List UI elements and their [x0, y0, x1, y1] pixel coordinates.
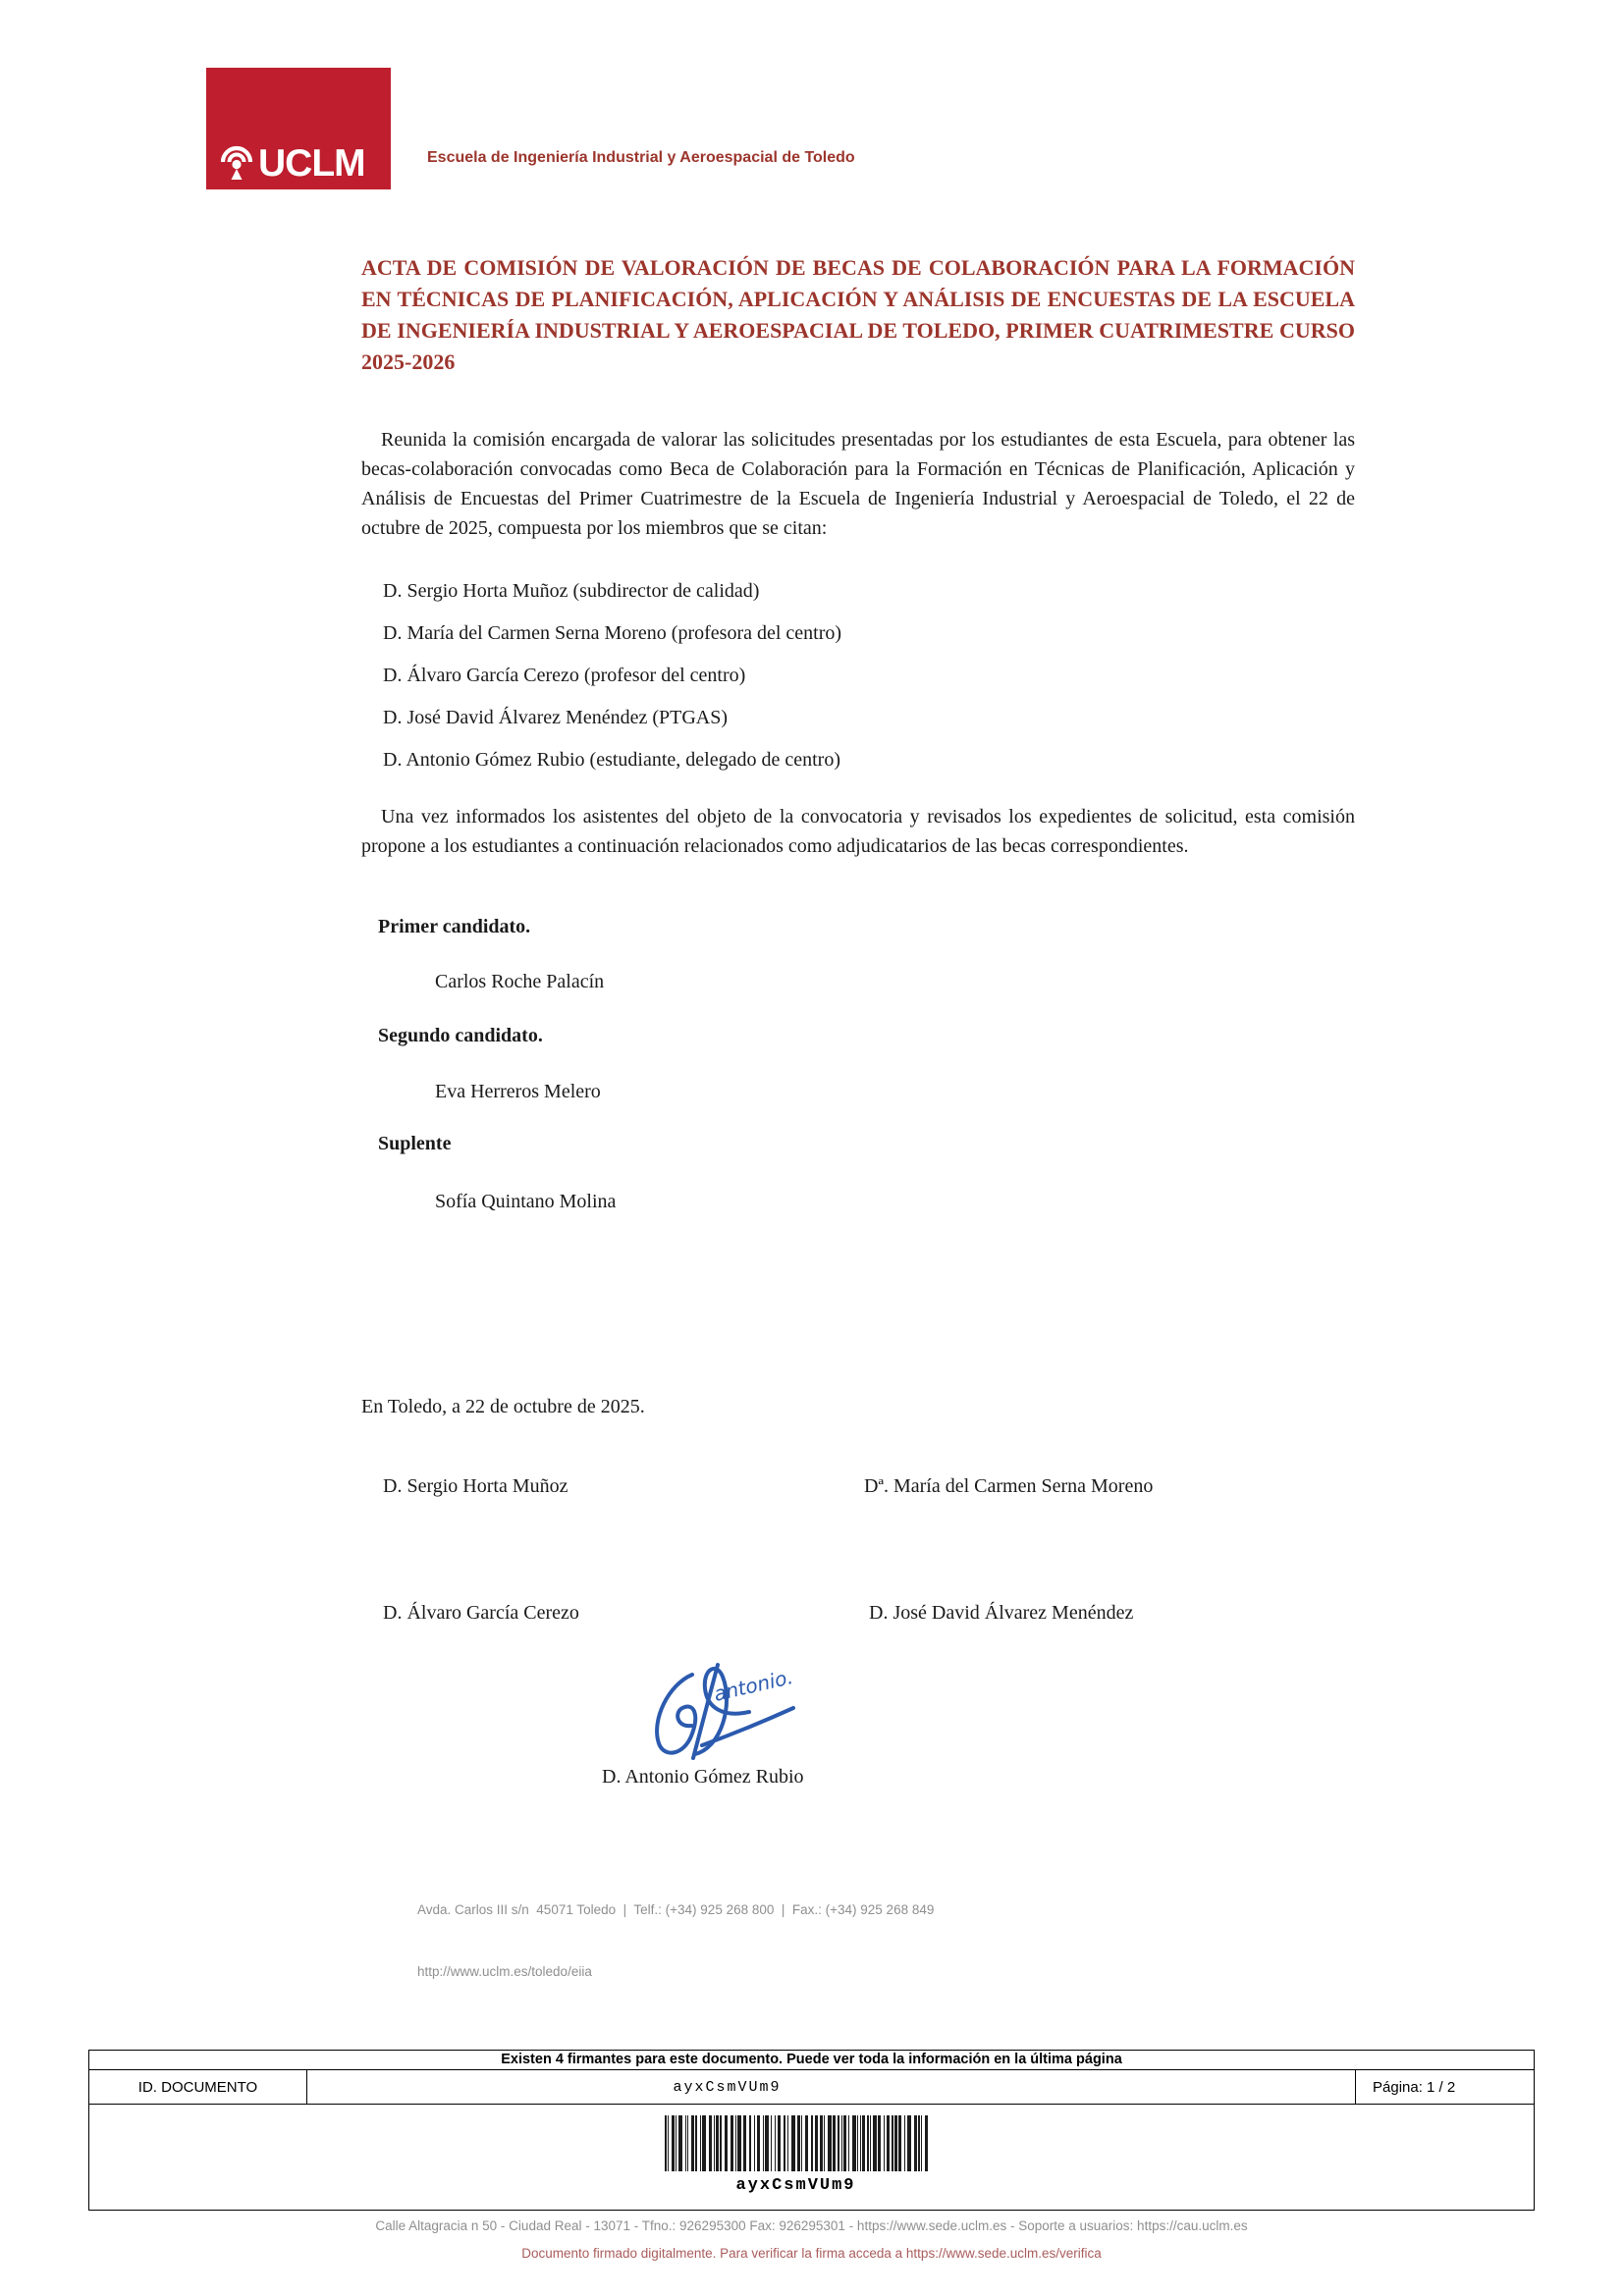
barcode-row: [89, 2105, 1534, 2210]
committee-member: D. Sergio Horta Muñoz (subdirector de calidad): [383, 580, 760, 602]
signers-notice: Existen 4 firmantes para este documento. Puede ver toda la información en la última página: [89, 2051, 1534, 2070]
uclm-logo: [206, 68, 391, 189]
document-id-row: [89, 2070, 1534, 2105]
address-block: [417, 1858, 934, 2023]
date-line: En Toledo, a 22 de octubre de 2025.: [361, 1396, 645, 1417]
intro-paragraph: Reunida la comisión encargada de valorar las solicitudes presentadas por los estudiantes de esta Escuela, para obtener las becas-colaboración convocadas como Beca de Colaboración para la Formación en Técnicas de Planificación, Aplicación y Análisis de Encuestas del Primer Cuatrimestre de la Escuela de Ingeniería Industrial y Aeroespacial de Toledo, el 22 de octubre de 2025, compuesta por los miembros que se citan:: [361, 429, 1355, 539]
signature-info-box: [88, 2050, 1535, 2211]
address-line2: http://www.uclm.es/toledo/eiia: [417, 1964, 592, 1979]
signatory-name: D. Sergio Horta Muñoz: [383, 1475, 568, 1497]
committee-member: D. José David Álvarez Menéndez (PTGAS): [383, 707, 729, 728]
address-line1: Avda. Carlos III s/n 45071 Toledo | Telf.: (+34) 925 268 800 | Fax.: (+34) 925 268 849: [417, 1902, 935, 1917]
document-title: ACTA DE COMISIÓN DE VALORACIÓN DE BECAS DE COLABORACIÓN PARA LA FORMACIÓN EN TÉCNICAS DE PLANIFICACIÓN, APLICACIÓN Y ANÁLISIS DE ENCUESTAS DE LA ESCUELA DE INGENIERÍA INDUSTRIAL Y AEROESPACIAL DE TOLEDO, PRIMER CUATRIMESTRE CURSO 2025-2026: [361, 255, 1355, 374]
id-document-label: ID. DOCUMENTO: [89, 2070, 307, 2104]
candidate-section-label: Suplente: [378, 1133, 452, 1154]
signatory-name: D. Álvaro García Cerezo: [383, 1602, 579, 1624]
committee-members-list: [383, 581, 1306, 792]
barcode-caption: ayxCsmVUm9: [735, 2176, 856, 2195]
footer-address-line: Calle Altagracia n 50 - Ciudad Real - 13071 - Tfno.: 926295300 Fax: 926295301 - https://www.sede.uclm.es - Soporte a usuarios: https://cau.uclm.es: [375, 2218, 1248, 2233]
candidate-name: Eva Herreros Melero: [435, 1081, 601, 1102]
barcode: [665, 2115, 928, 2171]
proposal-paragraph: Una vez informados los asistentes del objeto de la convocatoria y revisados los expedientes de solicitud, esta comisión propone a los estudiantes a continuación relacionados como adjudicatarios de las becas correspondientes.: [361, 806, 1355, 857]
signatory-name: D. José David Álvarez Menéndez: [869, 1602, 1134, 1624]
signature-script-text: antonio.: [711, 1665, 795, 1706]
signatory-name: D. Antonio Gómez Rubio: [602, 1766, 804, 1788]
handwritten-signature-image: [633, 1659, 800, 1767]
uclm-emblem-icon: [218, 137, 255, 181]
committee-member: D. María del Carmen Serna Moreno (profesora del centro): [383, 622, 842, 644]
candidate-name: Carlos Roche Palacín: [435, 971, 605, 992]
candidate-name: Sofía Quintano Molina: [435, 1191, 617, 1212]
committee-member: D. Antonio Gómez Rubio (estudiante, delegado de centro): [383, 749, 840, 771]
uclm-logo-text: UCLM: [258, 142, 365, 185]
digital-signature-verification-line: Documento firmado digitalmente. Para verificar la firma acceda a https://www.sede.uclm.es/verifica: [521, 2246, 1102, 2261]
signatory-name: Dª. María del Carmen Serna Moreno: [864, 1475, 1154, 1497]
school-name: Escuela de Ingeniería Industrial y Aeroespacial de Toledo: [427, 149, 855, 166]
page-indicator: Página: 1 / 2: [1355, 2070, 1534, 2104]
committee-member: D. Álvaro García Cerezo (profesor del centro): [383, 665, 746, 686]
candidate-section-label: Primer candidato.: [378, 916, 531, 937]
id-document-value: ayxCsmVUm9: [673, 2078, 782, 2096]
candidate-section-label: Segundo candidato.: [378, 1025, 543, 1046]
